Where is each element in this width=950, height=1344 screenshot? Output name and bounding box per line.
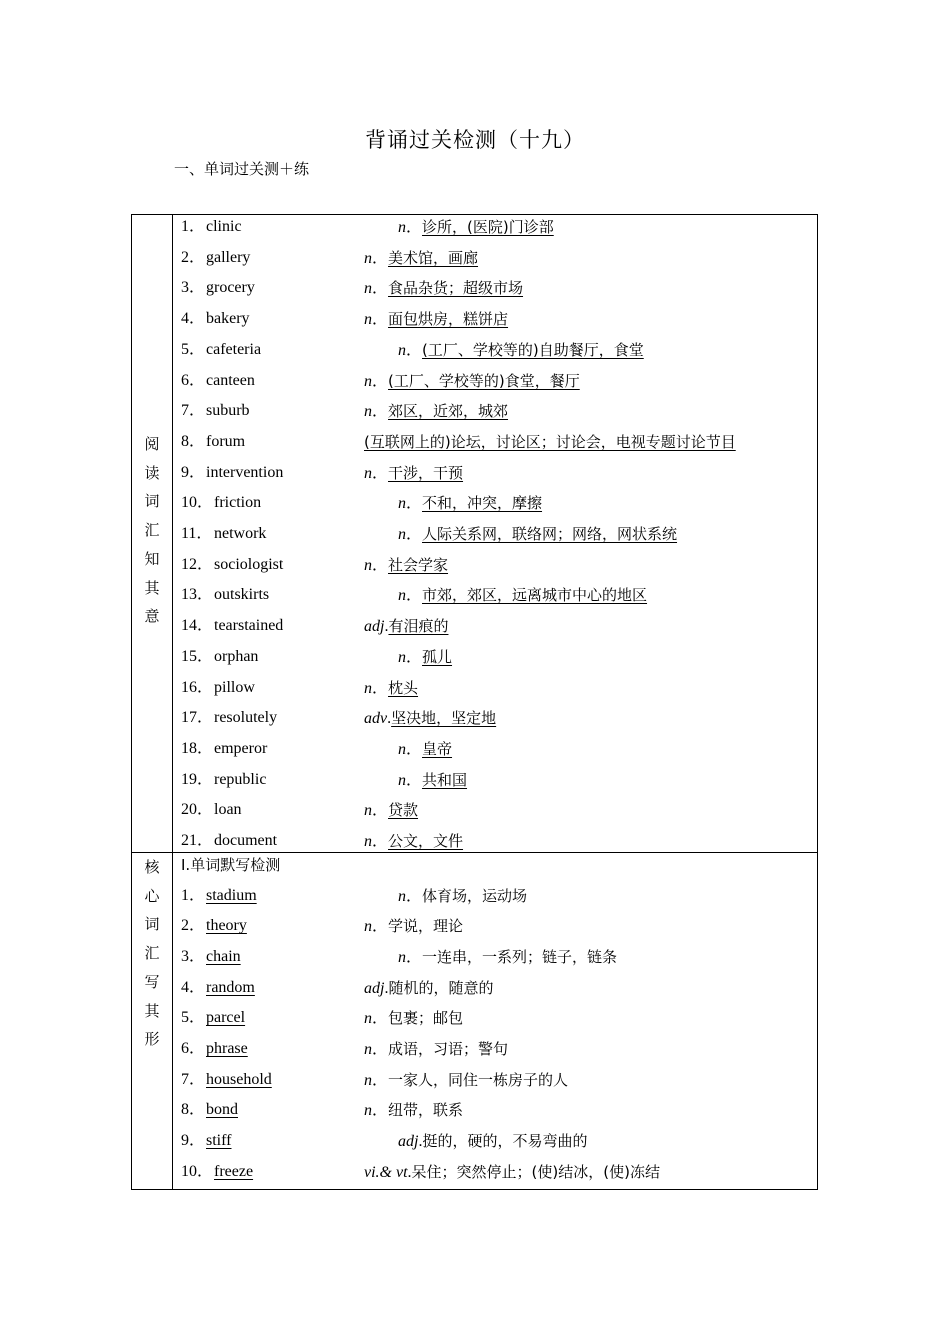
separator: ． — [406, 526, 423, 543]
definition — [364, 706, 496, 731]
separator: ． — [372, 918, 389, 936]
definition — [364, 461, 463, 486]
side-label-char: 写 — [144, 972, 160, 991]
definition — [398, 338, 644, 363]
vocab-word: grocery — [206, 279, 255, 297]
part-of-speech: n — [364, 403, 372, 421]
part-of-speech: adv — [364, 710, 388, 728]
answer-meaning: 贷款 — [388, 801, 419, 820]
side-label-char: 词 — [144, 492, 160, 511]
item-number: 6． — [181, 371, 206, 389]
part-of-speech: n — [364, 556, 372, 574]
separator: ． — [406, 887, 423, 905]
answer-meaning: 美术馆，画廊 — [388, 248, 479, 267]
vocab-word: document — [214, 832, 278, 849]
separator: ． — [372, 833, 389, 850]
item-number: 1． — [181, 886, 206, 904]
separator: ． — [372, 1010, 389, 1028]
vocab-word: suburb — [206, 402, 250, 420]
reading-side-label — [132, 430, 172, 631]
meaning: 呆住；突然停止；(使)结冰，(使)冻结 — [411, 1162, 660, 1181]
vocab-word: loan — [214, 801, 242, 819]
part-of-speech: n — [398, 771, 406, 789]
page-title: 背诵过关检测（十九） — [365, 128, 585, 152]
answer-meaning: 人际关系网，联络网；网络，网状系统 — [422, 525, 678, 543]
vocab-word: cafeteria — [206, 340, 262, 358]
item-number: 10． — [181, 1162, 214, 1180]
separator: ． — [406, 219, 423, 236]
answer-meaning: 面包烘房，糕饼店 — [388, 310, 509, 329]
side-label-char: 读 — [144, 463, 160, 482]
answer-meaning: (工厂、学校等的)自助餐厅，食堂 — [422, 340, 644, 359]
answer-meaning: (互联网上的)论坛，讨论区；讨论会，电视专题讨论节目 — [364, 432, 736, 451]
item-number: 9． — [181, 1132, 206, 1150]
part-of-speech: n — [398, 495, 406, 513]
answer-meaning: 公文，文件 — [388, 832, 464, 850]
part-of-speech: n — [398, 219, 406, 236]
definition — [398, 215, 554, 240]
definition — [398, 491, 542, 516]
definition — [364, 798, 418, 823]
answer-meaning: 干涉，干预 — [388, 463, 464, 482]
item-number: 3． — [181, 947, 206, 965]
separator: ． — [372, 311, 389, 329]
item-number: 2． — [181, 248, 206, 266]
meaning: 挺的，硬的，不易弯曲的 — [422, 1132, 588, 1151]
part-of-speech: n — [398, 341, 406, 359]
column-divider — [172, 215, 173, 852]
item-number: 7． — [181, 402, 206, 420]
item-number: 1． — [181, 218, 206, 235]
separator: ． — [372, 1071, 389, 1089]
separator: . — [407, 1163, 412, 1181]
definition — [364, 1160, 660, 1185]
item-number: 21． — [181, 832, 214, 849]
answer-meaning: 市郊，郊区，远离城市中心的地区 — [422, 586, 648, 605]
separator: ． — [372, 802, 389, 820]
part-of-speech: n — [398, 887, 406, 905]
item-number: 14． — [181, 617, 214, 635]
part-of-speech: n — [364, 1102, 372, 1120]
item-number: 5． — [181, 1009, 206, 1027]
definition — [364, 1068, 568, 1093]
part-of-speech: n — [364, 280, 372, 298]
part-of-speech: n — [398, 740, 406, 758]
writing-side-label — [132, 853, 172, 1054]
item-number: 8． — [181, 1101, 206, 1119]
definition — [364, 399, 508, 424]
item-number: 3． — [181, 279, 206, 297]
vocab-word: bakery — [206, 310, 250, 328]
separator: ． — [406, 948, 423, 966]
answer-meaning: 皇帝 — [422, 739, 453, 758]
definition — [364, 276, 523, 301]
definition — [364, 829, 463, 854]
answer-meaning: 食品杂货；超级市场 — [388, 279, 524, 298]
definition — [398, 583, 647, 608]
answer-meaning: 孤儿 — [422, 647, 453, 666]
vocab-word: forum — [206, 432, 246, 450]
separator: . — [387, 710, 392, 728]
answer-meaning: 郊区，近郊，城郊 — [388, 402, 509, 421]
item-number: 12． — [181, 555, 214, 573]
definition — [364, 1098, 463, 1123]
separator: ． — [372, 464, 389, 482]
meaning: 学说，理论 — [388, 917, 464, 936]
vocab-word: gallery — [206, 248, 251, 266]
item-number: 16． — [181, 678, 214, 696]
answer-meaning: (工厂、学校等的)食堂，餐厅 — [388, 371, 580, 390]
definition — [364, 246, 478, 271]
definition — [398, 768, 467, 793]
separator: ． — [406, 771, 423, 789]
vocab-word: orphan — [214, 647, 259, 665]
definition — [364, 307, 508, 332]
separator: ． — [406, 587, 423, 605]
vocab-word: pillow — [214, 678, 255, 696]
answer-word: theory — [206, 917, 247, 935]
answer-word: household — [206, 1070, 272, 1088]
meaning: 包裹；邮包 — [388, 1009, 464, 1028]
separator: ． — [372, 1102, 389, 1120]
definition — [364, 676, 418, 701]
answer-word: bond — [206, 1101, 238, 1119]
definition — [364, 369, 580, 394]
part-of-speech: n — [398, 526, 406, 543]
definition — [364, 914, 463, 939]
vocab-word: outskirts — [214, 586, 270, 604]
vocab-word: network — [214, 525, 267, 542]
vocab-word: clinic — [206, 218, 242, 235]
part-of-speech: vi.& vt — [364, 1163, 408, 1181]
vocab-word: tearstained — [214, 617, 284, 635]
answer-word: random — [206, 978, 255, 996]
answer-word: phrase — [206, 1040, 248, 1057]
separator: ． — [372, 280, 389, 298]
vocab-word: intervention — [206, 463, 284, 481]
separator: ． — [372, 372, 389, 390]
item-number: 10． — [181, 494, 214, 512]
part-of-speech: n — [364, 1010, 372, 1028]
item-number: 8． — [181, 432, 206, 450]
definition — [398, 645, 452, 670]
answer-word: stiff — [206, 1132, 232, 1150]
part-of-speech: n — [364, 679, 372, 697]
vocab-word: sociologist — [214, 555, 284, 573]
item-number: 18． — [181, 739, 214, 757]
answer-meaning: 社会学家 — [388, 555, 449, 574]
item-number: 5． — [181, 340, 206, 358]
separator: ． — [406, 341, 423, 359]
item-number: 15． — [181, 647, 214, 665]
part-of-speech: n — [364, 833, 372, 850]
writing-vocab-table — [131, 852, 818, 1190]
separator: ． — [372, 556, 389, 574]
meaning: 一家人，同住一栋房子的人 — [388, 1070, 569, 1089]
definition — [398, 1129, 587, 1154]
definition — [364, 553, 448, 578]
definition — [364, 430, 736, 455]
answer-word: freeze — [214, 1162, 254, 1180]
definition — [364, 1006, 463, 1031]
section-subtitle: 一、单词过关测＋练 — [174, 160, 310, 178]
definition — [398, 945, 617, 970]
separator: . — [384, 618, 389, 636]
item-number: 2． — [181, 917, 206, 935]
meaning: 一连串，一系列；链子，链条 — [422, 947, 618, 966]
item-number: 13． — [181, 586, 214, 604]
reading-vocab-table — [131, 214, 818, 853]
vocab-word: resolutely — [214, 709, 278, 727]
answer-meaning: 不和，冲突，摩擦 — [422, 494, 543, 513]
definition — [398, 522, 677, 547]
meaning: 纽带，联系 — [388, 1101, 464, 1120]
item-number: 6． — [181, 1040, 206, 1057]
meaning: 成语，习语；警句 — [388, 1040, 509, 1058]
answer-meaning: 坚决地，坚定地 — [391, 709, 497, 728]
item-number: 17． — [181, 709, 214, 727]
answer-word: parcel — [206, 1009, 246, 1027]
part-of-speech: n — [398, 648, 406, 666]
answer-word: chain — [206, 947, 241, 965]
vocab-word: emperor — [214, 739, 268, 757]
vocab-word: friction — [214, 494, 262, 512]
answer-meaning: 枕头 — [388, 678, 419, 697]
answer-word: stadium — [206, 886, 257, 904]
item-number: 7． — [181, 1070, 206, 1088]
definition — [364, 976, 493, 1001]
side-label-char: 核 — [144, 858, 160, 876]
side-label-char: 其 — [144, 578, 160, 597]
separator: ． — [406, 740, 423, 758]
side-label-char: 阅 — [144, 435, 160, 453]
separator: . — [384, 979, 389, 997]
separator: ． — [372, 679, 389, 697]
item-number: 19． — [181, 770, 214, 788]
part-of-speech: n — [364, 249, 372, 267]
side-label-char: 形 — [144, 1030, 160, 1049]
part-of-speech: n — [364, 802, 372, 820]
part-of-speech: n — [398, 948, 406, 966]
definition — [364, 614, 448, 639]
part-of-speech: adj — [398, 1133, 419, 1151]
column-divider — [172, 853, 173, 1189]
meaning: 随机的，随意的 — [388, 978, 494, 997]
item-number: 4． — [181, 310, 206, 328]
part-of-speech: adj — [364, 618, 385, 636]
separator: ． — [372, 403, 389, 421]
part-of-speech: n — [364, 311, 372, 329]
meaning: 体育场，运动场 — [422, 886, 528, 905]
side-label-char: 词 — [144, 915, 160, 934]
side-label-char: 汇 — [144, 521, 160, 540]
side-label-char: 知 — [144, 549, 160, 568]
answer-meaning: 共和国 — [422, 770, 468, 789]
part-of-speech: n — [364, 464, 372, 482]
definition — [364, 1037, 508, 1062]
separator: ． — [406, 648, 423, 666]
part-of-speech: n — [364, 918, 372, 936]
answer-meaning: 有泪痕的 — [388, 617, 449, 636]
dictation-heading: Ⅰ.单词默写检测 — [181, 856, 281, 874]
item-number: 11． — [181, 525, 213, 542]
definition — [398, 884, 527, 909]
separator: . — [418, 1133, 423, 1151]
part-of-speech: adj — [364, 979, 385, 997]
vocab-word: canteen — [206, 371, 255, 389]
part-of-speech: n — [398, 587, 406, 605]
side-label-char: 其 — [144, 1001, 160, 1020]
separator: ． — [372, 1041, 389, 1058]
separator: ． — [406, 495, 423, 513]
side-label-char: 意 — [144, 607, 160, 626]
part-of-speech: n — [364, 1041, 372, 1058]
vocab-word: republic — [214, 770, 267, 788]
item-number: 4． — [181, 978, 206, 996]
part-of-speech: n — [364, 372, 372, 390]
answer-meaning: 诊所，(医院)门诊部 — [422, 218, 554, 236]
side-label-char: 心 — [144, 886, 160, 905]
item-number: 20． — [181, 801, 214, 819]
item-number: 9． — [181, 463, 206, 481]
part-of-speech: n — [364, 1071, 372, 1089]
definition — [398, 737, 452, 762]
side-label-char: 汇 — [144, 944, 160, 963]
separator: ． — [372, 249, 389, 267]
